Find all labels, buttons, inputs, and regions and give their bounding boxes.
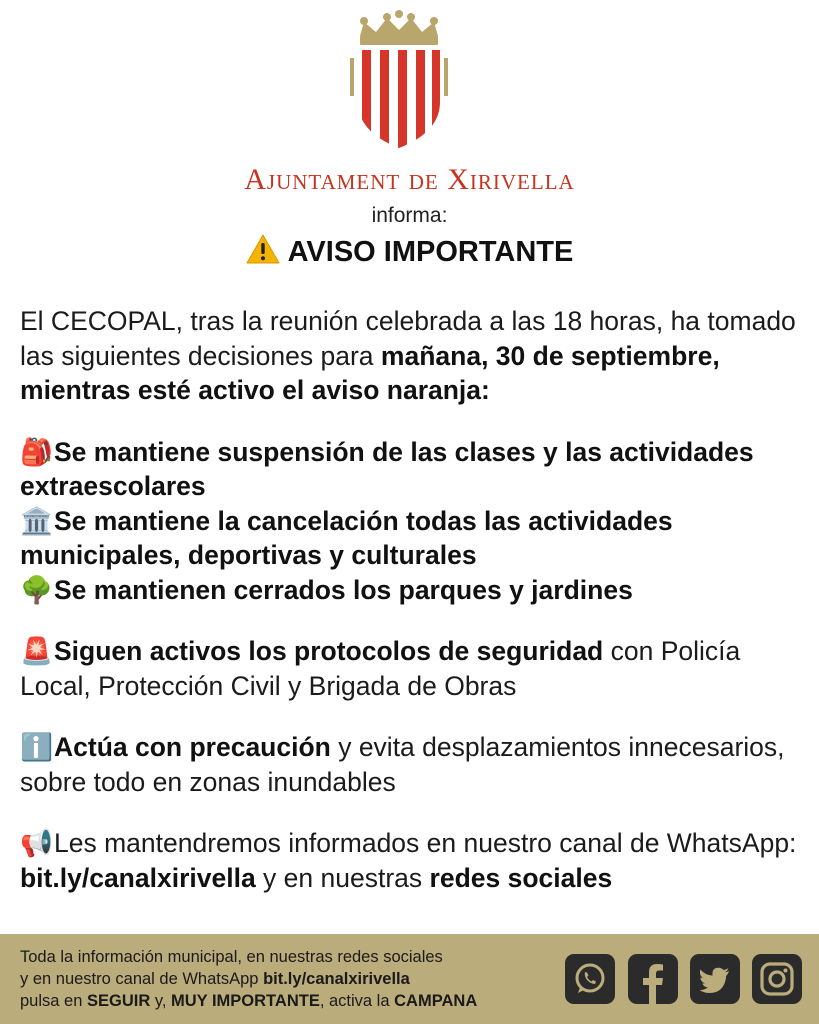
instagram-icon[interactable]	[752, 954, 802, 1004]
footer-text: Toda la información municipal, en nuestras redes sociales y en nuestro canal de WhatsApp bit.ly/canalxirivella pulsa en SEGUIR y, MUY IMPORTANTE, activa la CAMPANA	[20, 948, 478, 1010]
intro-paragraph: El CECOPAL, tras la reunión celebrada a las 18 horas, ha tomado las siguientes decisiones para mañana, 30 de septiembre, mientras esté activo el aviso naranja:	[20, 306, 796, 405]
tree-icon: 🌳	[20, 574, 53, 605]
measure-item: 🏛️Se mantiene la cancelación todas las actividades municipales, deportivas y culturales	[20, 505, 673, 570]
footer-bar	[0, 934, 819, 1024]
notice-body	[20, 304, 805, 895]
classical-building-icon: 🏛️	[20, 505, 53, 536]
twitter-icon[interactable]	[690, 954, 740, 1004]
caution-paragraph: ℹ️Actúa con precaución y evita desplazamientos innecesarios, sobre todo en zonas inundables	[20, 732, 785, 797]
coat-of-arms-logo	[346, 10, 452, 150]
measure-item: 🎒Se mantiene suspensión de las clases y las actividades extraescolares	[20, 436, 754, 501]
information-icon: ℹ️	[20, 732, 53, 762]
intro-date-highlight: mañana, 30 de septiembre, mientras esté activo el aviso naranja:	[20, 340, 720, 405]
backpack-icon: 🎒	[20, 436, 53, 467]
security-paragraph: 🚨Siguen activos los protocolos de seguridad con Policía Local, Protección Civil y Brigada de Obras	[20, 636, 741, 701]
police-light-icon: 🚨	[20, 636, 53, 666]
warning-icon	[246, 234, 280, 264]
measure-item: 🌳Se mantienen cerrados los parques y jardines	[20, 573, 805, 608]
whatsapp-channel-link[interactable]: bit.ly/canalxirivella	[20, 862, 256, 893]
megaphone-icon: 📢	[20, 828, 53, 858]
alert-title-text: AVISO IMPORTANTE	[287, 236, 574, 268]
whatsapp-icon[interactable]	[565, 954, 615, 1004]
alert-title	[0, 234, 819, 269]
footer-whatsapp-link[interactable]: bit.ly/canalxirivella	[263, 970, 410, 988]
whatsapp-paragraph: 📢Les mantendremos informados en nuestro canal de WhatsApp: bit.ly/canalxirivella y en nuestras redes sociales	[20, 828, 797, 893]
informa-label: informa:	[371, 204, 448, 227]
organization-name: Ajuntament de Xirivella	[244, 163, 575, 196]
facebook-icon[interactable]	[628, 954, 678, 1004]
